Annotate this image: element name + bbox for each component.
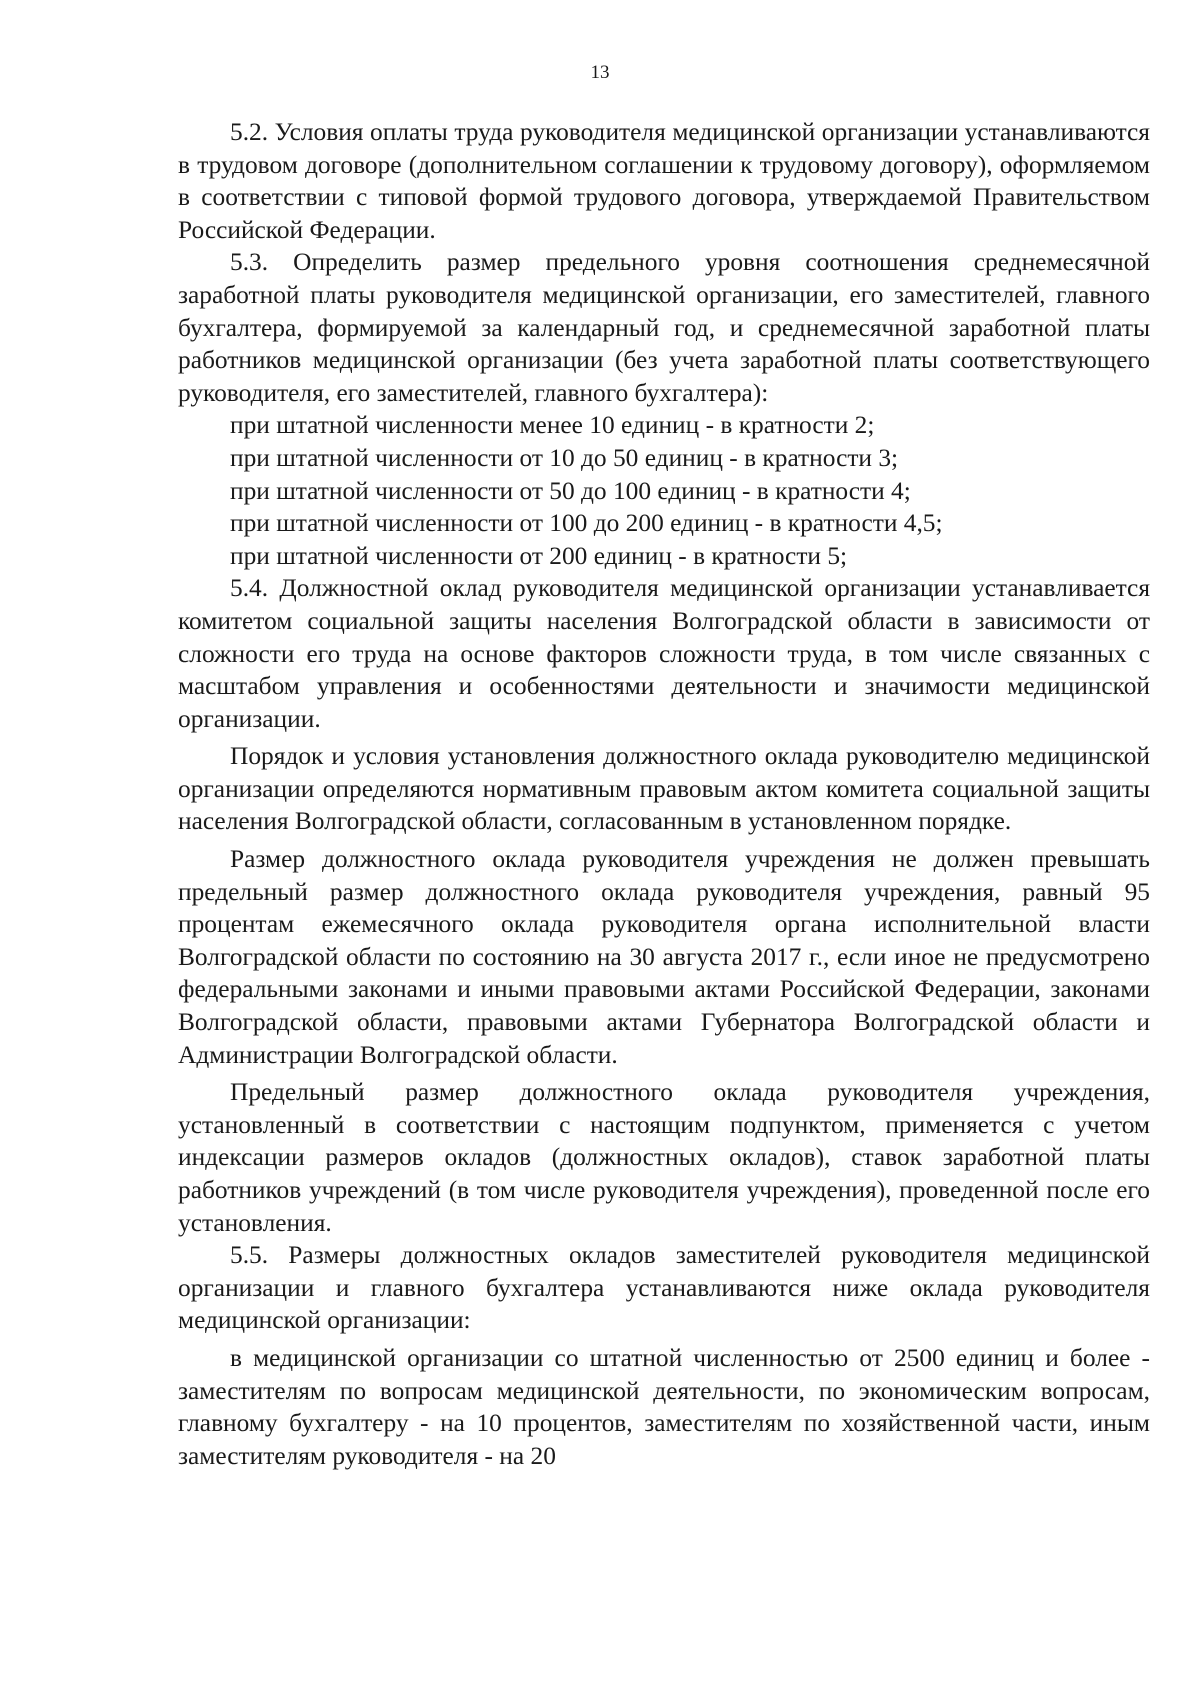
paragraph-salary-indexation: Предельный размер должностного оклада руководителя учреждения, установленный в соответствии с настоящим подпунктом, применяется с учетом индексации размеров окладов (должностных окладов), ставок заработной платы работников учреждений (в том числе руководителя учреждения), проведенной после его установления.	[178, 1078, 1150, 1237]
paragraph-5-5-staff-2500: в медицинской организации со штатной численностью от 2500 единиц и более - заместителям по вопросам медицинской деятельности, по экономическим вопросам, главному бухгалтеру - на 10 процентов, заместителям по хозяйственной части, иным заместителям руководителя - на 20	[178, 1343, 1150, 1470]
paragraph-5-2: 5.2. Условия оплаты труда руководителя медицинской организации устанавливаются в трудовом договоре (дополнительном соглашении к трудовому договору), оформляемом в соответствии с типовой формой трудового договора, утверждаемой Правительством Российской Федерации.	[178, 118, 1150, 244]
list-item: при штатной численности от 10 до 50 единиц - в кратности 3;	[230, 443, 899, 472]
paragraph-salary-order: Порядок и условия установления должностного оклада руководителю медицинской организации определяются нормативным правовым актом комитета социальной защиты населения Волгоградской области, согласованным в установленном порядке.	[178, 742, 1150, 836]
list-item: при штатной численности от 50 до 100 единиц - в кратности 4;	[230, 476, 911, 505]
paragraph-5-5: 5.5. Размеры должностных окладов заместителей руководителя медицинской организации и главного бухгалтера устанавливаются ниже оклада руководителя медицинской организации:	[178, 1241, 1150, 1335]
document-body	[178, 116, 1150, 1472]
paragraph-salary-limit: Размер должностного оклада руководителя учреждения не должен превышать предельный размер должностного оклада руководителя учреждения, равный 95 процентам ежемесячного оклада руководителя органа исполнительной власти Волгоградской области по состоянию на 30 августа 2017 г., если иное не предусмотрено федеральными законами и иными правовыми актами Российской Федерации, законами Волгоградской области, правовыми актами Губернатора Волгоградской области и Администрации Волгоградской области.	[178, 845, 1150, 1069]
paragraph-5-3: 5.3. Определить размер предельного уровня соотношения среднемесячной заработной платы руководителя медицинской организации, его заместителей, главного бухгалтера, формируемой за календарный год, и среднемесячной заработной платы работников медицинской организации (без учета заработной платы соответствующего руководителя, его заместителей, главного бухгалтера):	[178, 248, 1150, 407]
list-item: при штатной численности от 200 единиц - в кратности 5;	[230, 541, 848, 570]
paragraph-5-4: 5.4. Должностной оклад руководителя медицинской организации устанавливается комитетом социальной защиты населения Волгоградской области в зависимости от сложности его труда на основе факторов сложности труда, в том числе связанных с масштабом управления и особенностями деятельности и значимости медицинской организации.	[178, 574, 1150, 733]
list-item: при штатной численности менее 10 единиц - в кратности 2;	[230, 411, 875, 440]
page-number: 13	[590, 62, 610, 83]
list-item: при штатной численности от 100 до 200 единиц - в кратности 4,5;	[230, 509, 943, 538]
staff-ratio-list	[178, 409, 1150, 572]
